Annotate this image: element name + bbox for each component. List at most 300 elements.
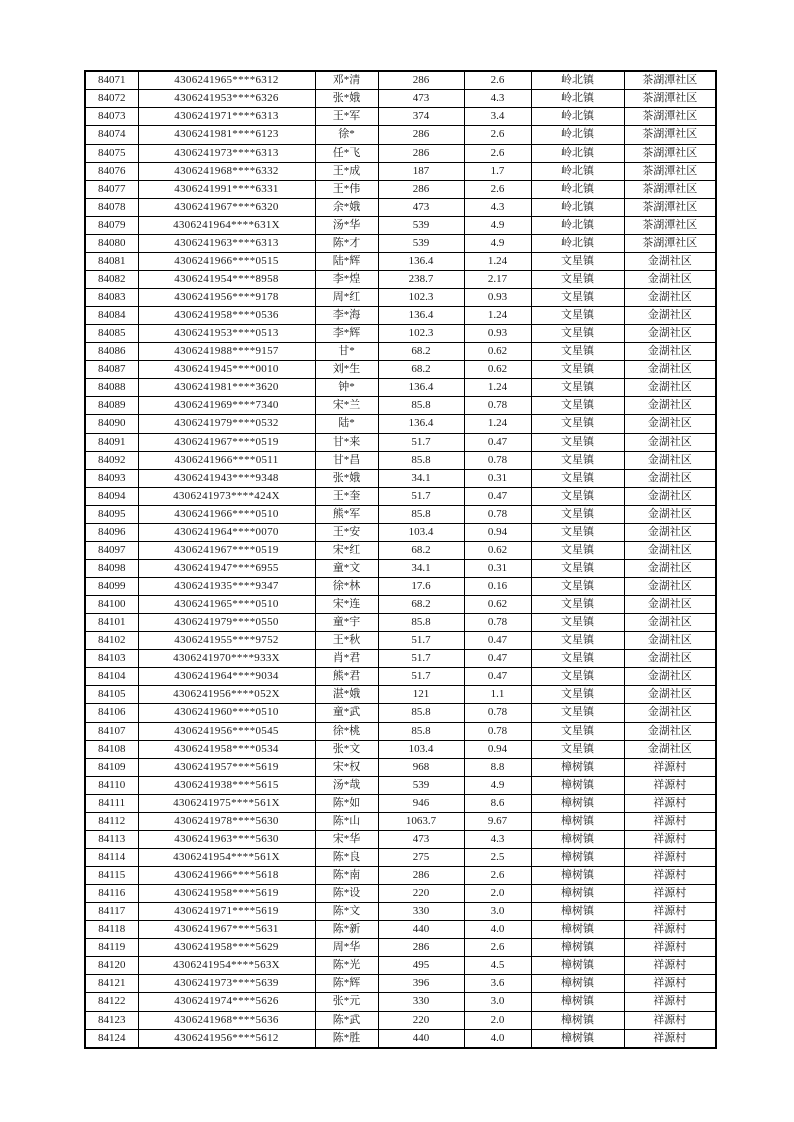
cell-amount: 103.4 [378, 523, 464, 541]
cell-village: 祥源村 [624, 957, 716, 975]
cell-masked-name: 刘*生 [315, 361, 378, 379]
cell-town: 文星镇 [531, 451, 624, 469]
cell-amount: 374 [378, 108, 464, 126]
table-row [85, 415, 716, 433]
cell-masked-name: 王*奎 [315, 487, 378, 505]
cell-area-value: 0.78 [464, 722, 531, 740]
cell-masked-name: 任*飞 [315, 144, 378, 162]
cell-masked-id-number: 4306241957****5619 [138, 758, 315, 776]
table-row [85, 90, 716, 108]
cell-village: 金湖社区 [624, 541, 716, 559]
cell-area-value: 4.9 [464, 216, 531, 234]
cell-town: 岭北镇 [531, 234, 624, 252]
cell-amount: 286 [378, 180, 464, 198]
cell-sequence-number: 84090 [85, 415, 138, 433]
cell-amount: 34.1 [378, 469, 464, 487]
cell-masked-id-number: 4306241958****5629 [138, 939, 315, 957]
cell-masked-id-number: 4306241991****6331 [138, 180, 315, 198]
table-row [85, 541, 716, 559]
cell-masked-id-number: 4306241947****6955 [138, 559, 315, 577]
cell-masked-id-number: 4306241981****6123 [138, 126, 315, 144]
cell-village: 茶湖潭社区 [624, 180, 716, 198]
cell-masked-name: 周*华 [315, 939, 378, 957]
cell-amount: 220 [378, 885, 464, 903]
cell-sequence-number: 84092 [85, 451, 138, 469]
cell-sequence-number: 84106 [85, 704, 138, 722]
cell-masked-name: 王*成 [315, 162, 378, 180]
cell-village: 茶湖潭社区 [624, 198, 716, 216]
cell-village: 祥源村 [624, 885, 716, 903]
cell-amount: 121 [378, 686, 464, 704]
cell-town: 文星镇 [531, 578, 624, 596]
cell-masked-name: 陈*如 [315, 794, 378, 812]
cell-masked-name: 邓*清 [315, 71, 378, 90]
table-row [85, 650, 716, 668]
cell-sequence-number: 84080 [85, 234, 138, 252]
cell-town: 樟树镇 [531, 1011, 624, 1029]
cell-masked-name: 余*娥 [315, 198, 378, 216]
cell-village: 金湖社区 [624, 559, 716, 577]
cell-town: 文星镇 [531, 289, 624, 307]
cell-masked-id-number: 4306241935****9347 [138, 578, 315, 596]
cell-town: 文星镇 [531, 559, 624, 577]
records-table-body [85, 71, 716, 1048]
cell-amount: 51.7 [378, 668, 464, 686]
table-row [85, 704, 716, 722]
cell-amount: 286 [378, 144, 464, 162]
cell-town: 岭北镇 [531, 126, 624, 144]
cell-town: 樟树镇 [531, 830, 624, 848]
cell-amount: 51.7 [378, 487, 464, 505]
table-row [85, 198, 716, 216]
cell-masked-id-number: 4306241956****0545 [138, 722, 315, 740]
cell-village: 金湖社区 [624, 325, 716, 343]
cell-masked-id-number: 4306241973****5639 [138, 975, 315, 993]
cell-sequence-number: 84124 [85, 1029, 138, 1048]
cell-masked-id-number: 4306241943****9348 [138, 469, 315, 487]
cell-area-value: 0.78 [464, 397, 531, 415]
cell-masked-name: 张*元 [315, 993, 378, 1011]
cell-village: 茶湖潭社区 [624, 216, 716, 234]
cell-village: 茶湖潭社区 [624, 234, 716, 252]
cell-town: 樟树镇 [531, 867, 624, 885]
cell-masked-id-number: 4306241958****0536 [138, 307, 315, 325]
cell-area-value: 4.3 [464, 830, 531, 848]
cell-masked-name: 甘*来 [315, 433, 378, 451]
cell-masked-name: 陈*光 [315, 957, 378, 975]
table-row [85, 921, 716, 939]
cell-masked-name: 王*安 [315, 523, 378, 541]
cell-sequence-number: 84123 [85, 1011, 138, 1029]
cell-sequence-number: 84081 [85, 252, 138, 270]
cell-area-value: 1.24 [464, 379, 531, 397]
cell-town: 樟树镇 [531, 885, 624, 903]
cell-masked-name: 张*娥 [315, 469, 378, 487]
cell-masked-id-number: 4306241965****0510 [138, 596, 315, 614]
cell-sequence-number: 84122 [85, 993, 138, 1011]
table-row [85, 758, 716, 776]
cell-area-value: 0.62 [464, 361, 531, 379]
cell-amount: 440 [378, 1029, 464, 1048]
cell-village: 金湖社区 [624, 270, 716, 288]
cell-masked-id-number: 4306241967****0519 [138, 433, 315, 451]
cell-sequence-number: 84084 [85, 307, 138, 325]
cell-area-value: 1.24 [464, 252, 531, 270]
cell-masked-name: 童*武 [315, 704, 378, 722]
cell-masked-id-number: 4306241966****0511 [138, 451, 315, 469]
cell-sequence-number: 84110 [85, 776, 138, 794]
cell-sequence-number: 84114 [85, 848, 138, 866]
cell-sequence-number: 84115 [85, 867, 138, 885]
cell-village: 金湖社区 [624, 343, 716, 361]
cell-masked-id-number: 4306241973****424X [138, 487, 315, 505]
cell-area-value: 4.9 [464, 776, 531, 794]
table-row [85, 379, 716, 397]
cell-masked-id-number: 4306241978****5630 [138, 812, 315, 830]
cell-village: 茶湖潭社区 [624, 162, 716, 180]
cell-masked-id-number: 4306241968****5636 [138, 1011, 315, 1029]
cell-masked-name: 汤*华 [315, 216, 378, 234]
cell-sequence-number: 84105 [85, 686, 138, 704]
table-row [85, 307, 716, 325]
cell-masked-name: 王*伟 [315, 180, 378, 198]
cell-masked-id-number: 4306241945****0010 [138, 361, 315, 379]
cell-area-value: 2.0 [464, 885, 531, 903]
cell-town: 文星镇 [531, 307, 624, 325]
cell-area-value: 0.16 [464, 578, 531, 596]
table-row [85, 108, 716, 126]
cell-masked-id-number: 4306241954****561X [138, 848, 315, 866]
cell-sequence-number: 84118 [85, 921, 138, 939]
cell-area-value: 1.24 [464, 415, 531, 433]
cell-area-value: 2.6 [464, 180, 531, 198]
table-row [85, 578, 716, 596]
cell-town: 樟树镇 [531, 993, 624, 1011]
cell-town: 文星镇 [531, 632, 624, 650]
table-row [85, 451, 716, 469]
cell-sequence-number: 84104 [85, 668, 138, 686]
cell-sequence-number: 84088 [85, 379, 138, 397]
cell-town: 文星镇 [531, 397, 624, 415]
cell-amount: 85.8 [378, 397, 464, 415]
cell-masked-name: 徐*林 [315, 578, 378, 596]
cell-masked-id-number: 4306241955****9752 [138, 632, 315, 650]
cell-village: 金湖社区 [624, 505, 716, 523]
cell-area-value: 3.0 [464, 903, 531, 921]
cell-masked-name: 陈*武 [315, 1011, 378, 1029]
cell-town: 樟树镇 [531, 921, 624, 939]
cell-area-value: 8.8 [464, 758, 531, 776]
cell-masked-name: 宋*华 [315, 830, 378, 848]
cell-sequence-number: 84112 [85, 812, 138, 830]
cell-town: 文星镇 [531, 614, 624, 632]
cell-amount: 102.3 [378, 325, 464, 343]
cell-masked-name: 张*娥 [315, 90, 378, 108]
cell-village: 茶湖潭社区 [624, 144, 716, 162]
cell-village: 祥源村 [624, 975, 716, 993]
cell-village: 祥源村 [624, 830, 716, 848]
cell-town: 岭北镇 [531, 90, 624, 108]
cell-amount: 473 [378, 90, 464, 108]
cell-amount: 136.4 [378, 379, 464, 397]
cell-area-value: 2.17 [464, 270, 531, 288]
cell-masked-id-number: 4306241967****5631 [138, 921, 315, 939]
cell-masked-name: 宋*连 [315, 596, 378, 614]
cell-area-value: 2.6 [464, 867, 531, 885]
cell-sequence-number: 84119 [85, 939, 138, 957]
cell-masked-name: 陈*新 [315, 921, 378, 939]
cell-amount: 539 [378, 234, 464, 252]
cell-town: 岭北镇 [531, 71, 624, 90]
cell-area-value: 0.47 [464, 650, 531, 668]
table-row [85, 830, 716, 848]
table-row [85, 361, 716, 379]
cell-masked-name: 陈*才 [315, 234, 378, 252]
cell-amount: 286 [378, 867, 464, 885]
cell-masked-name: 王*秋 [315, 632, 378, 650]
table-row [85, 903, 716, 921]
table-row [85, 234, 716, 252]
cell-village: 金湖社区 [624, 307, 716, 325]
cell-sequence-number: 84120 [85, 957, 138, 975]
cell-amount: 136.4 [378, 415, 464, 433]
cell-village: 金湖社区 [624, 596, 716, 614]
cell-masked-name: 陈*胜 [315, 1029, 378, 1048]
cell-town: 樟树镇 [531, 1029, 624, 1048]
cell-town: 樟树镇 [531, 957, 624, 975]
cell-masked-name: 钟* [315, 379, 378, 397]
cell-sequence-number: 84107 [85, 722, 138, 740]
cell-town: 文星镇 [531, 541, 624, 559]
cell-sequence-number: 84086 [85, 343, 138, 361]
cell-town: 岭北镇 [531, 108, 624, 126]
cell-area-value: 4.0 [464, 921, 531, 939]
cell-amount: 51.7 [378, 632, 464, 650]
cell-amount: 286 [378, 71, 464, 90]
cell-village: 金湖社区 [624, 686, 716, 704]
cell-town: 岭北镇 [531, 198, 624, 216]
cell-town: 樟树镇 [531, 794, 624, 812]
cell-masked-id-number: 4306241958****0534 [138, 740, 315, 758]
table-row [85, 740, 716, 758]
cell-sequence-number: 84116 [85, 885, 138, 903]
cell-amount: 330 [378, 903, 464, 921]
cell-area-value: 3.6 [464, 975, 531, 993]
table-row [85, 216, 716, 234]
cell-masked-id-number: 4306241971****5619 [138, 903, 315, 921]
cell-village: 祥源村 [624, 939, 716, 957]
cell-sequence-number: 84072 [85, 90, 138, 108]
cell-amount: 946 [378, 794, 464, 812]
cell-sequence-number: 84094 [85, 487, 138, 505]
table-row [85, 180, 716, 198]
cell-sequence-number: 84085 [85, 325, 138, 343]
table-row [85, 848, 716, 866]
cell-amount: 286 [378, 939, 464, 957]
cell-village: 金湖社区 [624, 415, 716, 433]
cell-area-value: 4.5 [464, 957, 531, 975]
cell-sequence-number: 84091 [85, 433, 138, 451]
table-row [85, 505, 716, 523]
cell-sequence-number: 84109 [85, 758, 138, 776]
cell-area-value: 2.6 [464, 71, 531, 90]
cell-area-value: 8.6 [464, 794, 531, 812]
cell-amount: 539 [378, 216, 464, 234]
table-row [85, 614, 716, 632]
cell-amount: 136.4 [378, 307, 464, 325]
cell-area-value: 0.93 [464, 289, 531, 307]
cell-town: 樟树镇 [531, 903, 624, 921]
cell-masked-name: 李*辉 [315, 325, 378, 343]
cell-sequence-number: 84113 [85, 830, 138, 848]
cell-masked-name: 徐*桃 [315, 722, 378, 740]
cell-amount: 85.8 [378, 614, 464, 632]
cell-area-value: 0.47 [464, 433, 531, 451]
cell-sequence-number: 84117 [85, 903, 138, 921]
cell-sequence-number: 84082 [85, 270, 138, 288]
cell-area-value: 2.6 [464, 939, 531, 957]
cell-town: 樟树镇 [531, 812, 624, 830]
table-row [85, 523, 716, 541]
cell-amount: 495 [378, 957, 464, 975]
cell-area-value: 4.9 [464, 234, 531, 252]
table-row [85, 144, 716, 162]
cell-town: 岭北镇 [531, 144, 624, 162]
cell-masked-id-number: 4306241967****6320 [138, 198, 315, 216]
cell-village: 金湖社区 [624, 252, 716, 270]
cell-amount: 68.2 [378, 343, 464, 361]
cell-area-value: 4.3 [464, 198, 531, 216]
table-row [85, 686, 716, 704]
cell-village: 金湖社区 [624, 289, 716, 307]
cell-amount: 330 [378, 993, 464, 1011]
cell-village: 金湖社区 [624, 740, 716, 758]
cell-amount: 68.2 [378, 596, 464, 614]
cell-town: 文星镇 [531, 596, 624, 614]
cell-masked-id-number: 4306241960****0510 [138, 704, 315, 722]
table-row [85, 162, 716, 180]
cell-village: 祥源村 [624, 867, 716, 885]
cell-town: 文星镇 [531, 415, 624, 433]
cell-village: 金湖社区 [624, 361, 716, 379]
cell-masked-id-number: 4306241979****0550 [138, 614, 315, 632]
cell-masked-name: 湛*娥 [315, 686, 378, 704]
cell-masked-name: 童*宇 [315, 614, 378, 632]
cell-masked-id-number: 4306241953****0513 [138, 325, 315, 343]
cell-village: 金湖社区 [624, 614, 716, 632]
cell-masked-name: 童*文 [315, 559, 378, 577]
cell-amount: 187 [378, 162, 464, 180]
table-row [85, 668, 716, 686]
cell-sequence-number: 84103 [85, 650, 138, 668]
table-row [85, 867, 716, 885]
cell-sequence-number: 84095 [85, 505, 138, 523]
cell-masked-name: 甘*昌 [315, 451, 378, 469]
cell-area-value: 4.3 [464, 90, 531, 108]
cell-masked-name: 王*军 [315, 108, 378, 126]
cell-masked-name: 周*红 [315, 289, 378, 307]
cell-area-value: 0.47 [464, 668, 531, 686]
cell-sequence-number: 84093 [85, 469, 138, 487]
cell-village: 祥源村 [624, 903, 716, 921]
cell-town: 文星镇 [531, 469, 624, 487]
cell-amount: 51.7 [378, 433, 464, 451]
cell-town: 文星镇 [531, 270, 624, 288]
cell-masked-id-number: 4306241969****7340 [138, 397, 315, 415]
cell-masked-name: 陈*文 [315, 903, 378, 921]
table-row [85, 975, 716, 993]
cell-amount: 102.3 [378, 289, 464, 307]
cell-masked-id-number: 4306241966****0510 [138, 505, 315, 523]
cell-town: 岭北镇 [531, 216, 624, 234]
cell-village: 金湖社区 [624, 578, 716, 596]
cell-masked-id-number: 4306241956****052X [138, 686, 315, 704]
cell-town: 文星镇 [531, 325, 624, 343]
table-row [85, 397, 716, 415]
cell-town: 文星镇 [531, 668, 624, 686]
cell-town: 岭北镇 [531, 162, 624, 180]
cell-area-value: 0.62 [464, 541, 531, 559]
cell-town: 樟树镇 [531, 975, 624, 993]
cell-area-value: 0.78 [464, 614, 531, 632]
cell-sequence-number: 84083 [85, 289, 138, 307]
cell-village: 金湖社区 [624, 487, 716, 505]
cell-area-value: 0.94 [464, 740, 531, 758]
table-row [85, 885, 716, 903]
cell-amount: 473 [378, 830, 464, 848]
cell-area-value: 3.0 [464, 993, 531, 1011]
cell-village: 祥源村 [624, 848, 716, 866]
cell-village: 祥源村 [624, 794, 716, 812]
cell-sequence-number: 84102 [85, 632, 138, 650]
cell-amount: 68.2 [378, 541, 464, 559]
cell-town: 文星镇 [531, 487, 624, 505]
table-row [85, 559, 716, 577]
cell-amount: 238.7 [378, 270, 464, 288]
cell-masked-id-number: 4306241954****8958 [138, 270, 315, 288]
cell-village: 金湖社区 [624, 451, 716, 469]
cell-sequence-number: 84073 [85, 108, 138, 126]
cell-area-value: 2.6 [464, 144, 531, 162]
cell-sequence-number: 84099 [85, 578, 138, 596]
cell-area-value: 1.1 [464, 686, 531, 704]
cell-masked-id-number: 4306241958****5619 [138, 885, 315, 903]
cell-town: 文星镇 [531, 686, 624, 704]
cell-amount: 17.6 [378, 578, 464, 596]
table-row [85, 794, 716, 812]
cell-masked-name: 陈*山 [315, 812, 378, 830]
table-row [85, 596, 716, 614]
cell-area-value: 0.93 [464, 325, 531, 343]
cell-village: 金湖社区 [624, 704, 716, 722]
cell-masked-name: 宋*红 [315, 541, 378, 559]
cell-masked-name: 陈*良 [315, 848, 378, 866]
cell-masked-id-number: 4306241973****6313 [138, 144, 315, 162]
cell-amount: 275 [378, 848, 464, 866]
cell-village: 金湖社区 [624, 397, 716, 415]
cell-area-value: 2.5 [464, 848, 531, 866]
cell-town: 文星镇 [531, 505, 624, 523]
cell-sequence-number: 84077 [85, 180, 138, 198]
cell-amount: 440 [378, 921, 464, 939]
cell-area-value: 3.4 [464, 108, 531, 126]
cell-village: 金湖社区 [624, 722, 716, 740]
cell-area-value: 1.24 [464, 307, 531, 325]
cell-sequence-number: 84074 [85, 126, 138, 144]
cell-town: 文星镇 [531, 379, 624, 397]
cell-amount: 85.8 [378, 505, 464, 523]
table-row [85, 469, 716, 487]
